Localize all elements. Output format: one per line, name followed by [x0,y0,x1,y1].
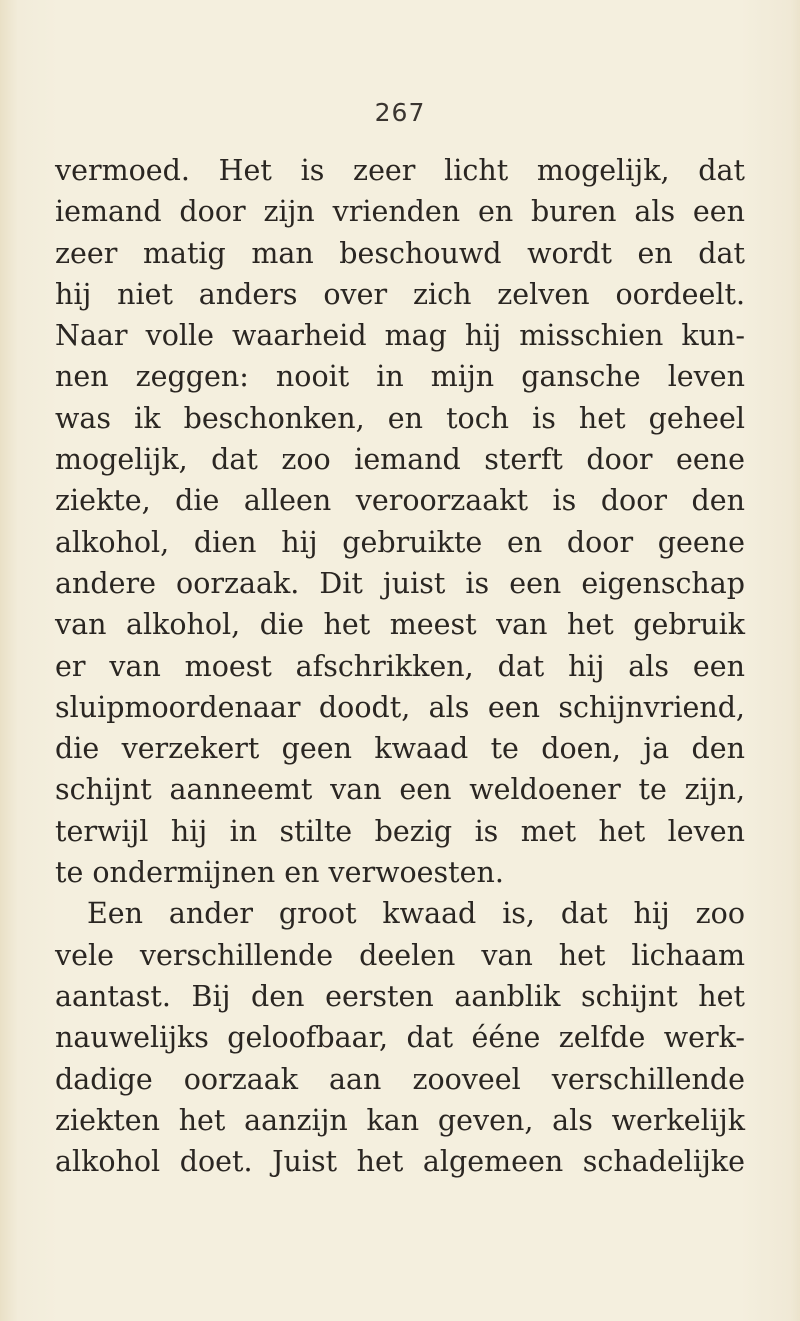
text-line: andere oorzaak. Dit juist is een eigenschap [55,566,745,600]
text-line: Een ander groot kwaad is, dat hij zoo [87,897,745,931]
text-line: van alkohol, die het meest van het gebruik [55,608,745,642]
body-text [55,150,745,1182]
text-line: sluipmoordenaar doodt, als een schijnvriend, [55,690,745,724]
paragraph-1 [55,150,745,893]
text-line: iemand door zijn vrienden en buren als een [55,195,745,229]
text-line: er van moest afschrikken, dat hij als een [55,649,745,683]
page-number: 267 [374,98,426,127]
text-line: aantast. Bij den eersten aanblik schijnt het [55,979,745,1013]
text-line: hij niet anders over zich zelven oordeelt. [55,277,745,311]
paragraph-2 [55,893,745,1182]
text-line: alkohol doet. Juist het algemeen schadelijke [55,1145,745,1179]
text-line: was ik beschonken, en toch is het geheel [55,401,745,435]
text-line: vermoed. Het is zeer licht mogelijk, dat [55,154,745,187]
text-line: terwijl hij in stilte bezig is met het leven [55,814,745,848]
text-line: alkohol, dien hij gebruikte en door geene [55,525,745,559]
text-line: ziekte, die alleen veroorzaakt is door den [55,484,745,518]
text-line: Naar volle waarheid mag hij misschien kun- [55,319,745,353]
text-line: die verzekert geen kwaad te doen, ja den [55,732,745,766]
text-line: schijnt aanneemt van een weldoener te zijn, [55,773,745,807]
text-line: mogelijk, dat zoo iemand sterft door eene [55,443,745,477]
text-line: zeer matig man beschouwd wordt en dat [55,236,745,270]
text-line: te ondermijnen en verwoesten. [55,856,504,890]
text-line: dadige oorzaak aan zooveel verschillende [55,1062,745,1096]
text-line: nen zeggen: nooit in mijn gansche leven [55,360,745,394]
text-line: vele verschillende deelen van het lichaam [55,938,745,972]
text-line: nauwelijks geloofbaar, dat ééne zelfde werk- [55,1021,745,1055]
text-line: ziekten het aanzijn kan geven, als werkelijk [55,1103,745,1137]
